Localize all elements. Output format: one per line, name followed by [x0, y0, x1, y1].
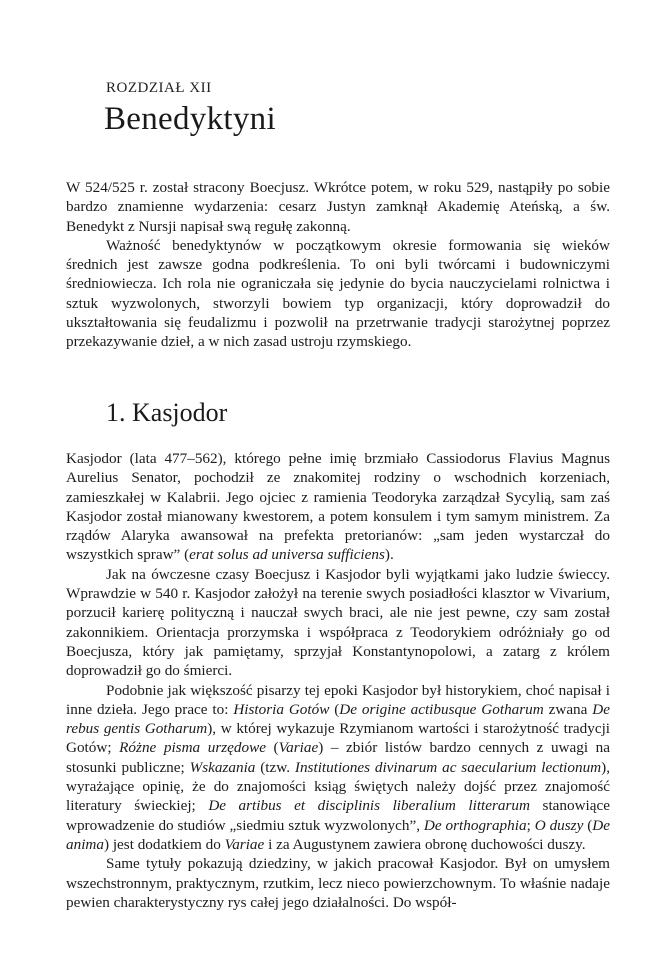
text-run: ( [583, 816, 593, 834]
italic-text-run: De anima [66, 816, 611, 853]
text-run: Kasjodor (lata 477–562), którego pełne imię brzmiało Cassiodorus Flavius Magnus Aurelius Senator, pochodził ze znakomitej rodziny o wschodnich korzeniach, zamieszkałej w Kalabrii. Jego ojciec z ramienia Teodoryka zarządzał Sycylią, sam zaś Kasjodor został mianowany kwestorem, a potem konsulem i tym samym ministrem. Za rządów Alaryka awansował na prefekta pretorianów: „sam jeden wystarczał do wszystkich spraw” ( [66, 450, 610, 564]
paragraph [66, 449, 610, 565]
italic-text-run: De origine actibusque Gotharum [339, 700, 544, 718]
chapter-label: ROZDZIAŁ XII [106, 80, 212, 96]
text-run: zwana [543, 700, 593, 718]
italic-text-run: Variae [224, 835, 265, 853]
text-run: ; [526, 816, 535, 834]
intro-text [66, 178, 610, 352]
text-run: (tzw. [255, 758, 295, 776]
italic-text-run: De rebus gentis Gotharum [66, 700, 610, 738]
text-run: ), w której wykazuje Rzymianom wartości i starożytność tradycji Gotów; [66, 720, 611, 757]
text-run: ( [329, 700, 340, 718]
italic-text-run: Różne pisma urzędowe [119, 739, 266, 757]
text-run: i za Augustynem zawiera obronę duchowości duszy. [264, 835, 586, 853]
paragraph [66, 236, 610, 352]
text-run: Jak na ówczesne czasy Boecjusz i Kasjodor byli wyjątkami jako ludzie świeccy. Wprawdzie w 540 r. Kasjodor założył na terenie swych posiadłości klasztor w Vivarium, porzucił karierę polityczną i nauczał swych braci, ale nie jest pewne, czy sam został zakonnikiem. Orientacja prorzymska i współpraca z Teodorykiem odróżniały go od Boecjusza, który jak pamiętamy, sprzyjał Konstantynopolowi, a zatarg z królem doprowadził go do śmierci. [66, 565, 610, 680]
text-run: Ważność benedyktynów w początkowym okresie formowania się wieków średnich jest zawsze godna podkreślenia. To oni byli twórcami i budowniczymi średniowiecza. Ich rola nie ograniczała się jedynie do bycia nauczycielami rolnictwa i sztuk wyzwolonych, stworzyli bowiem typ organizacji, który doprowadził do ukształtowania się feudalizmu i pozwolił na przetrwanie tradycji starożytnej poprzez przekazywanie dzieł, a w nich zasad ustroju rzymskiego. [66, 236, 610, 351]
section-title: 1. Kasjodor [106, 398, 228, 427]
italic-text-run: Historia Gotów [233, 700, 330, 718]
italic-text-run: O duszy [534, 816, 584, 834]
section-text [66, 449, 610, 912]
italic-text-run: erat solus ad universa sufficiens [189, 546, 385, 564]
text-run: ), wyrażające opinię, że do znajomości ksiąg świętych należy dojść przez znajomość literatury świeckiej; [66, 758, 610, 815]
paragraph [66, 681, 610, 855]
italic-text-run: De artibus et disciplinis liberalium litterarum [208, 797, 530, 815]
text-run: stanowiące wprowadzenie do studiów „siedmiu sztuk wyzwolonych”, [66, 797, 610, 834]
text-run: Podobnie jak większość pisarzy tej epoki Kasjodor był historykiem, choć napisał i inne dzieła. Jego prace to: [66, 681, 610, 718]
italic-text-run: Wskazania [189, 758, 256, 776]
text-run: ( [265, 739, 279, 757]
italic-text-run: Institutiones divinarum ac saecularium lectionum [294, 758, 602, 776]
text-run: ). [384, 546, 394, 564]
chapter-title: Benedyktyni [104, 101, 276, 137]
text-run: Same tytuły pokazują dziedziny, w jakich pracował Kasjodor. Był on umysłem wszechstronnym, praktycznym, rzutkim, lecz nieco powierzchownym. To właśnie nadaje pewien charakterystyczny rys całej jego działalności. Do współ- [66, 855, 610, 911]
paragraph [66, 565, 610, 681]
paragraph [66, 178, 610, 236]
paragraph [66, 854, 610, 912]
italic-text-run: De orthographia [423, 816, 527, 834]
italic-text-run: Variae [278, 739, 319, 757]
text-run: W 524/525 r. został stracony Boecjusz. Wkrótce potem, w roku 529, nastąpiły po sobie bardzo znamienne wydarzenia: cesarz Justyn zamknął Akademię Ateńską, a św. Benedykt z Nursji napisał swą regułę zakonną. [66, 179, 610, 235]
text-run: ) jest dodatkiem do [103, 835, 225, 853]
text-run: ) – zbiór listów bardzo cennych z uwagi na stosunki publiczne; [66, 739, 610, 776]
